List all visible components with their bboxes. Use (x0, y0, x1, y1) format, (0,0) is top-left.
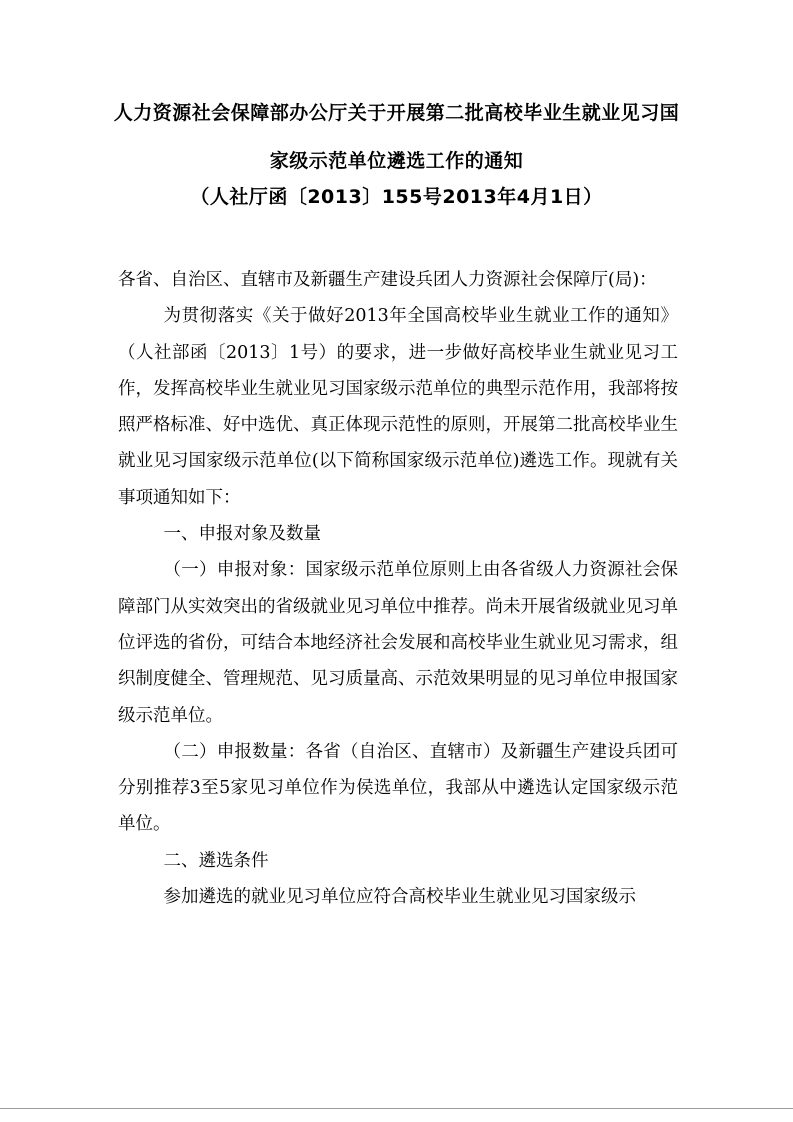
document-title-line-2: 家级示范单位遴选工作的通知 (269, 150, 524, 172)
paragraph-selection-conditions: 参加遴选的就业见习单位应符合高校毕业生就业见习国家级示 (163, 887, 636, 908)
section-heading-2: 二、遴选条件 (163, 850, 269, 871)
paragraph-intro: 为贯彻落实《关于做好2013年全国高校毕业生就业工作的通知》（人社部函〔2013〕1号）的要求，进一步做好高校毕业生就业见习工作，发挥高校毕业生就业见习国家级示范单位的典型示范作用，我部将按照严格标准、好中选优、真正体现示范性的原则，开展第二批高校毕业生就业见习国家级示范单位(以下简称国家级示范单位)遴选工作。现就有关事项通知如下： (118, 306, 678, 508)
section-heading-1: 一、申报对象及数量 (163, 524, 321, 545)
document-number: （人社厅函〔2013〕155号2013年4月1日） (190, 186, 603, 208)
paragraph-application-quantity: （二）申报数量：各省（自治区、直辖市）及新疆生产建设兵团可分别推荐3至5家见习单位作为侯选单位，我部从中遴选认定国家级示范单位。 (118, 741, 678, 835)
document-body (118, 262, 678, 915)
page-bottom-divider (0, 1108, 793, 1109)
document-title-line-1: 人力资源社会保障部办公厅关于开展第二批高校毕业生就业见习国 (113, 102, 680, 124)
salutation: 各省、自治区、直辖市及新疆生产建设兵团人力资源社会保障厅(局)： (118, 270, 657, 290)
paragraph-application-target: （一）申报对象：国家级示范单位原则上由各省级人力资源社会保障部门从实效突出的省级就业见习单位中推荐。尚未开展省级就业见习单位评选的省份，可结合本地经济社会发展和高校毕业生就业见习需求，组织制度健全、管理规范、见习质量高、示范效果明显的见习单位申报国家级示范单位。 (118, 560, 678, 726)
